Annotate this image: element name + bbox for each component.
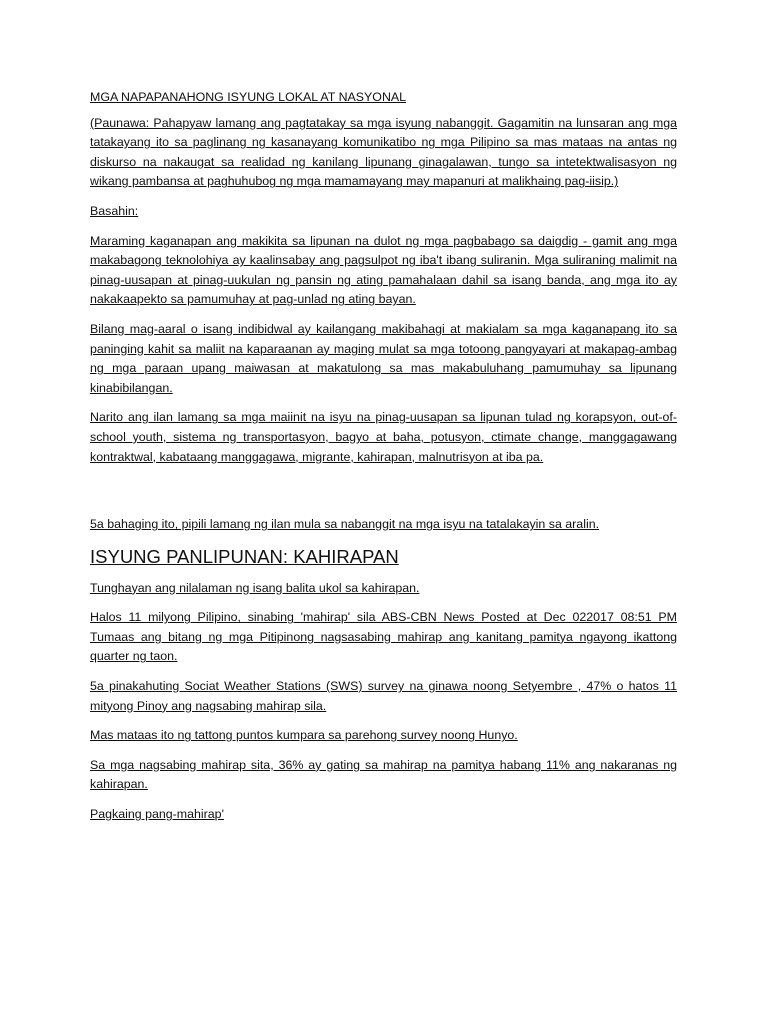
document-page	[90, 88, 677, 835]
paragraph-5: Tunghayan ang nilalaman ng isang balita ukol sa kahirapan.	[90, 580, 420, 595]
paragraph-6: Halos 11 milyong Pilipino, sinabing 'mahirap' sila ABS-CBN News Posted at Dec 022017 08:51 PM Tumaas ang bitang ng mga Pitipinong nagsasabing mahirap ang kanitang pamitya ngayong ikattong quarter ng taon.	[90, 610, 677, 664]
note-paragraph: (Paunawa: Pahapyaw lamang ang pagtatakay sa mga isyung nabanggit. Gagamitin na lunsaran ang mga tatakayang ito sa paglinang ng kasanayang komunikatibo ng mga Pilipino sa mas mataas na antas ng diskurso na nakaugat sa realidad ng kanilang lipunang ginagalawan, tungo sa intetektwalisasyon ng wikang pambansa at paghuhubog ng mga mamamayang may mapanuri at malikhaing pag-iisip.)	[90, 115, 677, 189]
basahin-label: Basahin:	[90, 203, 139, 218]
paragraph-8: Mas mataas ito ng tattong puntos kumpara sa parehong survey noong Hunyo.	[90, 728, 518, 743]
spacer	[90, 477, 677, 515]
document-title: MGA NAPAPANAHONG ISYUNG LOKAL AT NASYONAL	[90, 90, 407, 104]
paragraph-7: 5a pinakahuting Sociat Weather Stations (SWS) survey na ginawa noong Setyembre , 47% o hatos 11 mityong Pinoy ang nagsabing mahirap sila.	[90, 679, 677, 713]
paragraph-4: 5a bahaging ito, pipili lamang ng ilan mula sa nabanggit na mga isyu na tatalakayin sa aralin.	[90, 517, 600, 532]
paragraph-10: Pagkaing pang-mahirap'	[90, 807, 224, 822]
paragraph-2: Bilang mag-aaral o isang indibidwal ay kailangang makibahagi at makialam sa mga kaganapang ito sa paninging kahit sa maliit na kaparaanan ay maging mulat sa mga totoong pangyayari at makapag-ambag ng mga paraan upang maiwasan at makatulong sa mas makabuluhang pamumuhay sa lipunang kinabibilangan.	[90, 321, 677, 395]
paragraph-9: Sa mga nagsabing mahirap sita, 36% ay gating sa mahirap na pamitya habang 11% ang nakaranas ng kahirapan.	[90, 757, 677, 792]
section-heading: ISYUNG PANLIPUNAN: KAHIRAPAN	[90, 545, 399, 567]
paragraph-1: Maraming kaganapan ang makikita sa lipunan na dulot ng mga pagbabago sa daigdig - gamit ang mga makabagong teknolohiya ay kaalinsabay ang pagsulpot ng iba't ibang suliranin. Mga suliraning malimit na pinag-uusapan at pinag-uukulan ng pansin ng ating pamahalaan dahil sa isang banda, ang mga ito ay nakakaapekto sa pamumuhay at pag-unlad ng ating bayan.	[90, 233, 677, 307]
paragraph-3: Narito ang ilan lamang sa mga maiinit na isyu na pinag-uusapan sa lipunan tulad ng korapsyon, out-of-school youth, sistema ng transportasyon, bagyo at baha, potusyon, ctimate change, manggagawang kontraktwal, kabataang manggagawa, migrante, kahirapan, malnutrisyon at iba pa.	[90, 410, 677, 464]
